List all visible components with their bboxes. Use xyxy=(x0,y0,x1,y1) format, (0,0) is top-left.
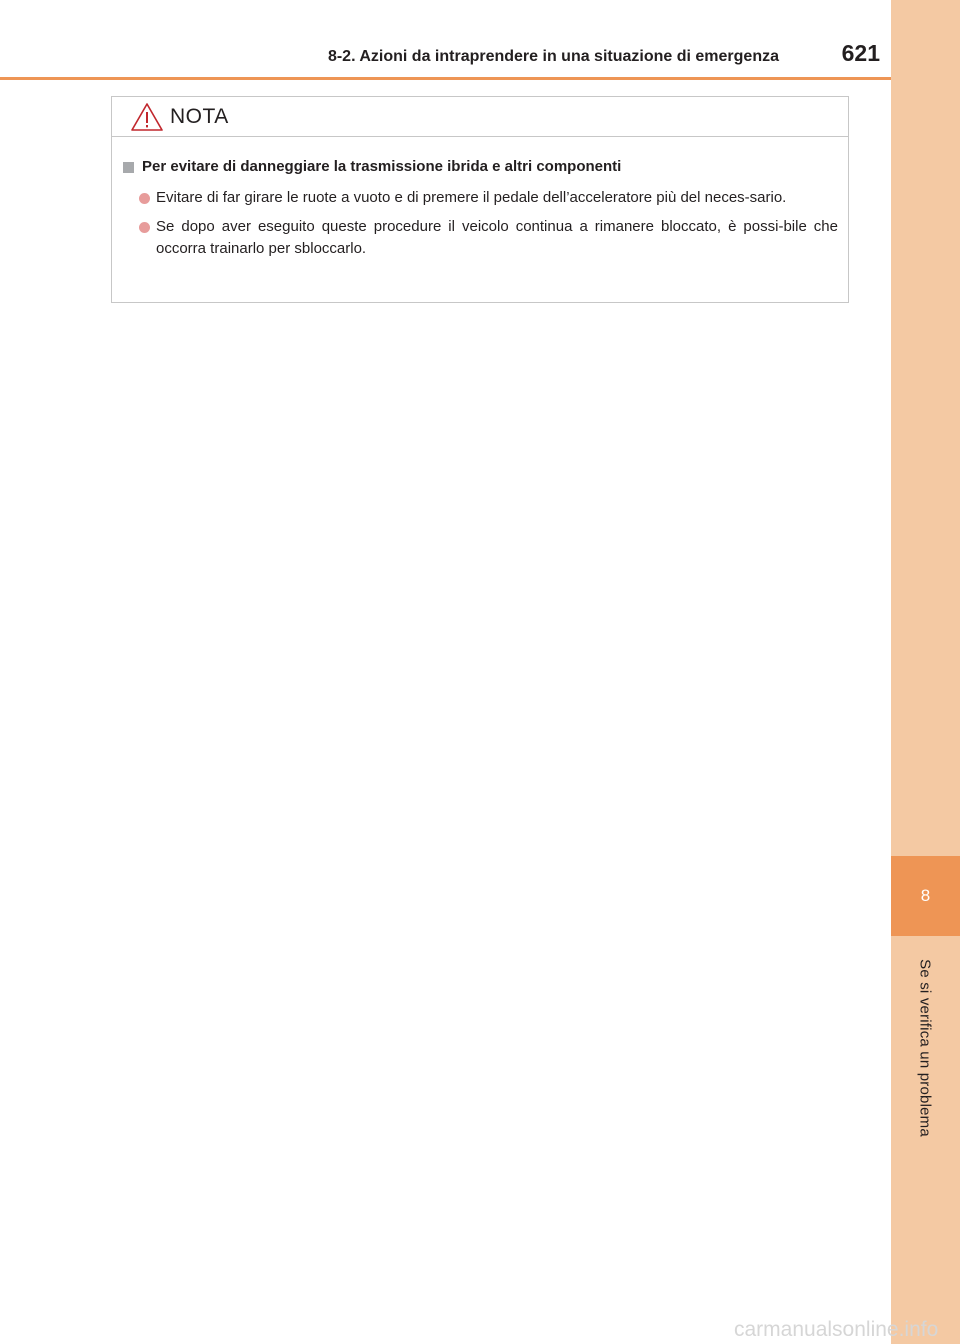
list-item-text: Evitare di far girare le ruote a vuoto e di premere il pedale dell’acceleratore più del neces-sario. xyxy=(156,189,787,206)
watermark: carmanualsonline.info xyxy=(734,1318,939,1341)
square-bullet-icon xyxy=(123,162,134,173)
note-section-heading xyxy=(123,156,838,178)
note-body xyxy=(112,137,848,260)
header-divider xyxy=(0,77,891,80)
circle-bullet-icon xyxy=(139,193,150,204)
note-label: NOTA xyxy=(170,105,229,128)
list-item xyxy=(139,216,838,260)
list-item-text: Se dopo aver eseguito queste procedure il veicolo continua a rimanere bloccato, è possi-bile che occorra trainarlo per sbloccarlo. xyxy=(156,218,838,257)
list-item xyxy=(139,187,838,209)
chapter-tab[interactable] xyxy=(891,856,960,936)
section-header-title: 8-2. Azioni da intraprendere in una situazione di emergenza xyxy=(327,48,779,65)
note-section-heading-text: Per evitare di danneggiare la trasmissione ibrida e altri componenti xyxy=(142,158,622,175)
note-header xyxy=(112,97,848,137)
circle-bullet-icon xyxy=(139,222,150,233)
chapter-title: Se si verifica un problema xyxy=(916,959,934,1137)
side-tab-strip xyxy=(891,0,960,1344)
chapter-number: 8 xyxy=(920,886,931,905)
note-box xyxy=(111,96,849,303)
page-number: 621 xyxy=(841,40,880,66)
warning-triangle-icon xyxy=(130,102,164,132)
